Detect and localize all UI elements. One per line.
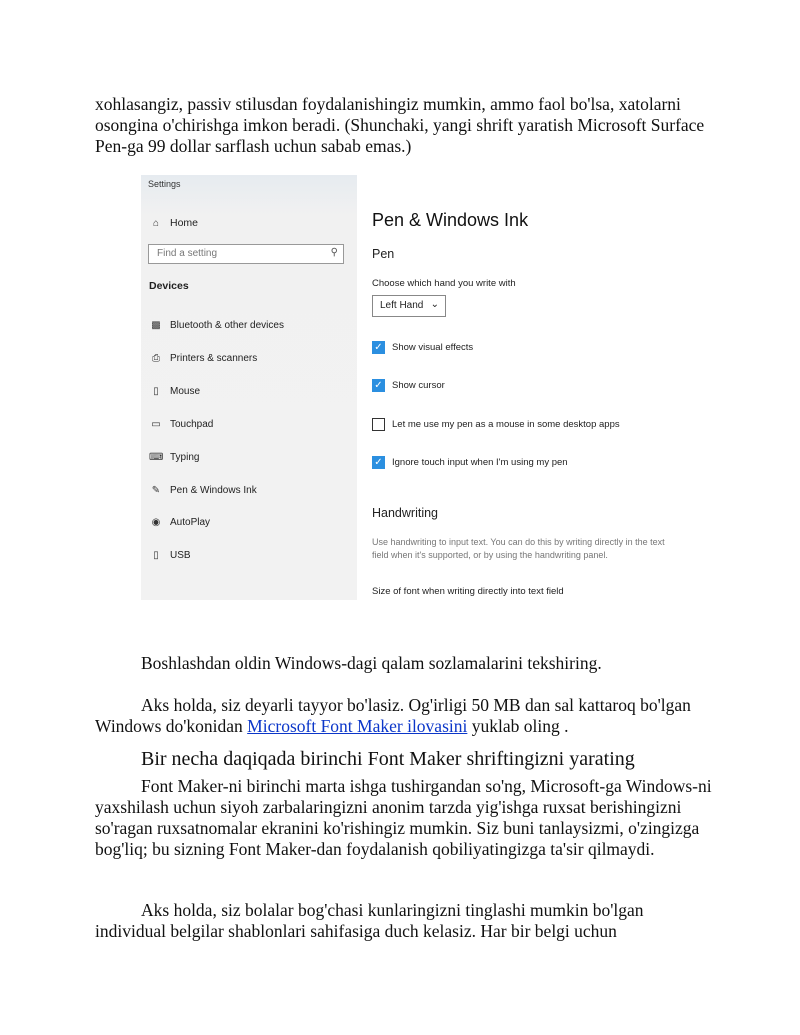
sidebar-item-label: USB [170,550,191,561]
checkbox-ignore-touch [372,456,568,469]
settings-screenshot [141,175,681,600]
sidebar-item-typing [149,452,199,463]
checkbox-visual-effects [372,341,473,354]
screenshot-caption: Boshlashdan oldin Windows-dagi qalam sozlamalarini tekshiring. [141,653,602,673]
sidebar-item-mouse [149,386,200,397]
paragraph-templates [95,900,715,942]
sidebar-item-printers [149,353,257,364]
pen-icon: ✎ [151,485,161,496]
sidebar-item-pen [149,485,257,496]
sidebar-item-touchpad [149,419,213,430]
touchpad-icon: ▭ [151,419,161,430]
bluetooth-devices-icon: ▩ [151,320,161,331]
settings-page-title: Pen & Windows Ink [372,210,529,230]
checkbox-label: Show cursor [392,380,445,391]
download-text-after: yuklab oling . [467,716,569,736]
checkbox-checked-icon: ✓ [372,379,385,392]
sidebar-item-label: Pen & Windows Ink [170,485,257,496]
sidebar-item-label: AutoPlay [170,517,211,528]
pen-heading: Pen [372,247,395,261]
checkbox-label: Ignore touch input when I'm using my pen [392,457,568,468]
download-text-before: Aks holda, siz deyarli tayyor bo'lasiz. Og'irligi 50 MB dan sal kattaroq bo'lgan Windows do'konidan [95,695,691,736]
search-placeholder: Find a setting [157,248,218,259]
checkbox-checked-icon: ✓ [372,341,385,354]
font-maker-link[interactable]: Microsoft Font Maker ilovasini [247,716,468,736]
paragraph-intro: xohlasangiz, passiv stilusdan foydalanishingiz mumkin, ammo faol bo'lsa, xatolarni osongina o'chirishga imkon beradi. (Shunchaki, yangi shrift yaratish Microsoft Surface Pen-ga 99 dollar sarflash uchun sabab emas.) [95,94,705,156]
checkbox-checked-icon: ✓ [372,456,385,469]
sidebar-item-label: Mouse [170,386,201,397]
sidebar-item-autoplay [149,517,210,528]
sidebar-item-label: Bluetooth & other devices [170,320,284,331]
settings-sidebar [141,175,357,600]
sidebar-home [149,217,198,229]
mouse-icon: ▯ [153,386,159,397]
section-heading: Bir necha daqiqada birinchi Font Maker shriftingizni yarating [141,748,635,770]
home-icon: ⌂ [152,217,160,229]
search-icon: ⚲ [330,247,338,258]
usb-icon: ▯ [153,550,159,561]
home-label: Home [170,217,199,229]
permissions-text: Font Maker-ni birinchi marta ishga tushirgandan so'ng, Microsoft-ga Windows-ni yaxshilash uchun siyoh zarbalaringizni anonim tarzda yig'ishga ruxsat berishingizni so'ragan ruxsatnomalar ekranini ko'rishingiz mumkin. Siz buni tanlaysizmi, o'zingizga bog'liq; bu sizning Font Maker-dan foydalanish qobiliyatingizga ta'sir qilmaydi. [95,776,712,859]
sidebar-item-label: Touchpad [170,419,214,430]
window-title: Settings [148,179,181,189]
checkbox-unchecked-icon [372,418,385,431]
settings-main-panel [357,175,681,600]
handwriting-heading: Handwriting [372,506,439,520]
checkbox-label: Show visual effects [392,342,474,353]
chevron-down-icon: ⌄ [430,299,439,310]
sidebar-item-label: Typing [170,452,200,463]
hand-select [372,295,446,317]
handwriting-description: Use handwriting to input text. You can do this by writing directly in the text field when it's supported, or by using the handwriting panel. [372,537,665,560]
sidebar-item-usb [149,550,191,561]
sidebar-item-bluetooth [149,320,284,331]
font-size-label: Size of font when writing directly into text field [372,586,564,597]
checkbox-label: Let me use my pen as a mouse in some desktop apps [392,419,620,430]
search-input [148,244,344,264]
hand-select-value: Left Hand [380,300,424,311]
autoplay-icon: ◉ [151,517,161,528]
paragraph-permissions [95,776,715,860]
checkbox-pen-as-mouse [372,418,620,431]
sidebar-item-label: Printers & scanners [170,353,258,364]
sidebar-section-title: Devices [149,280,189,292]
checkbox-show-cursor [372,379,445,392]
templates-text: Aks holda, siz bolalar bog'chasi kunlaringizni tinglashi mumkin bo'lgan individual belgilar shablonlari sahifasiga duch kelasiz. Har bir belgi uchun [95,900,644,941]
keyboard-icon: ⌨ [149,452,164,463]
printer-icon: ⎙ [152,353,160,364]
hand-label: Choose which hand you write with [372,278,516,289]
paragraph-download [95,695,715,737]
